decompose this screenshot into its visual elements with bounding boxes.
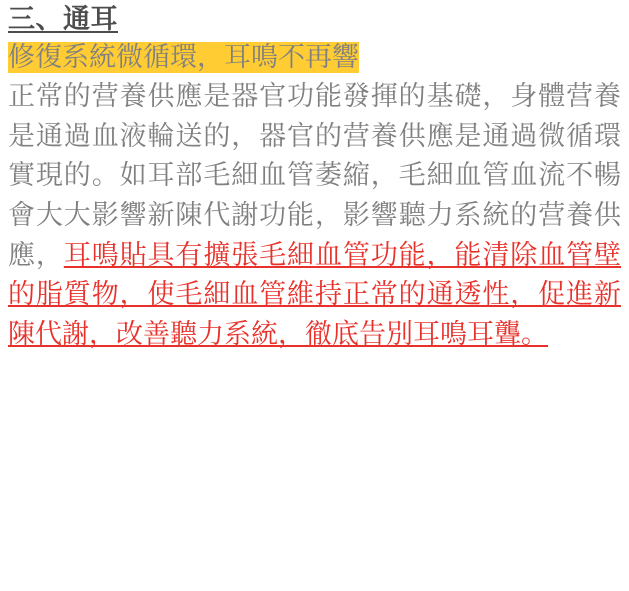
page-title: 三、通耳 (8, 4, 118, 35)
body-plain-text: 正常的营養供應是器官功能發揮的基礎，身體营養是通過血液輪送的，器官的营養供應是通過微循環實現的。如耳部毛細血管萎縮，毛細血管血流不暢會大大影響新陳代謝功能，影響聽力系統的营養供應， (8, 80, 621, 271)
body-emphasis-text: 耳鳴貼具有擴張毛細血管功能，能清除血管壁的脂質物，使毛細血管維持正常的通透性，促進新陳代謝，改善聽力系統，徹底告別耳鳴耳聾。 (8, 239, 622, 351)
highlighted-subtitle: 修復系統微循環，耳鳴不再響 (8, 41, 359, 73)
heading-container (8, 4, 621, 40)
body-paragraph (8, 77, 621, 355)
subtitle-container (8, 40, 621, 75)
